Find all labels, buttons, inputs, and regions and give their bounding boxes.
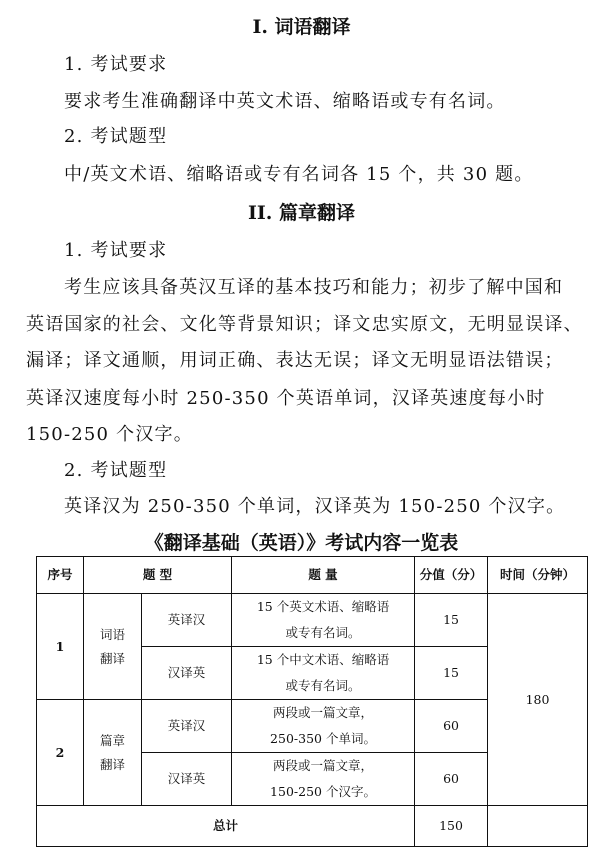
group-number: 2 — [37, 700, 84, 806]
section2-requirement-line: 150-250 个汉字。 — [26, 424, 193, 445]
amount-line: 或专有名词。 — [285, 678, 361, 693]
amount-line: 或专有名词。 — [285, 625, 361, 640]
direction-cell: 英译汉 — [142, 594, 232, 647]
score-cell: 60 — [415, 700, 488, 753]
total-score: 150 — [415, 806, 488, 847]
amount-line: 150-250 个汉字。 — [270, 784, 376, 799]
section2-requirement-line: 考生应该具备英汉互译的基本技巧和能力；初步了解中国和 — [64, 277, 564, 298]
direction-cell: 汉译英 — [142, 647, 232, 700]
table-title: 《翻译基础（英语）》考试内容一览表 — [144, 532, 459, 554]
table-total-row — [37, 806, 588, 847]
amount-cell — [232, 594, 415, 647]
group-number: 1 — [37, 594, 84, 700]
exam-content-table — [36, 556, 588, 847]
category-line: 词语 — [99, 626, 125, 642]
header-type: 题 型 — [84, 557, 232, 594]
table-header-row — [37, 557, 588, 594]
header-amount: 题 量 — [232, 557, 415, 594]
section1-type-text: 中/英文术语、缩略语或专有名词各 15 个，共 30 题。 — [64, 164, 534, 185]
amount-cell — [232, 647, 415, 700]
amount-cell — [232, 753, 415, 806]
category-line: 翻译 — [99, 650, 125, 666]
total-label: 总计 — [37, 806, 415, 847]
section2-requirement-line: 漏译；译文通顺，用词正确、表达无误；译文无明显语法错误； — [26, 350, 564, 371]
header-score: 分值（分） — [415, 557, 488, 594]
section-heading-passage-translation: II. 篇章翻译 — [247, 202, 355, 224]
amount-line: 15 个中文术语、缩略语 — [256, 652, 390, 667]
score-cell: 60 — [415, 753, 488, 806]
section2-requirement-label: 1. 考试要求 — [64, 240, 168, 261]
amount-line: 250-350 个单词。 — [270, 731, 376, 746]
amount-line: 两段或一篇文章， — [273, 758, 374, 773]
category-line: 翻译 — [99, 756, 125, 772]
section1-requirement-label: 1. 考试要求 — [64, 54, 168, 75]
table-row — [37, 594, 588, 647]
group-category — [84, 594, 142, 700]
total-time-empty — [488, 806, 588, 847]
section2-type-text: 英译汉为 250-350 个单词，汉译英为 150-250 个汉字。 — [64, 496, 566, 517]
amount-line: 两段或一篇文章， — [273, 705, 374, 720]
amount-cell — [232, 700, 415, 753]
direction-cell: 英译汉 — [142, 700, 232, 753]
time-cell: 180 — [488, 594, 588, 806]
score-cell: 15 — [415, 594, 488, 647]
header-no: 序号 — [37, 557, 84, 594]
section2-requirement-line: 英语国家的社会、文化等背景知识；译文忠实原文，无明显误译、 — [26, 314, 583, 335]
group-category — [84, 700, 142, 806]
header-time: 时间（分钟） — [488, 557, 588, 594]
section1-type-label: 2. 考试题型 — [64, 126, 168, 147]
amount-line: 15 个英文术语、缩略语 — [256, 599, 390, 614]
section1-requirement-text: 要求考生准确翻译中英文术语、缩略语或专有名词。 — [64, 91, 506, 112]
direction-cell: 汉译英 — [142, 753, 232, 806]
score-cell: 15 — [415, 647, 488, 700]
category-line: 篇章 — [99, 732, 125, 748]
section-heading-word-translation: I. 词语翻译 — [252, 16, 351, 38]
section2-requirement-line: 英译汉速度每小时 250-350 个英语单词，汉译英速度每小时 — [26, 388, 546, 409]
section2-type-label: 2. 考试题型 — [64, 460, 168, 481]
